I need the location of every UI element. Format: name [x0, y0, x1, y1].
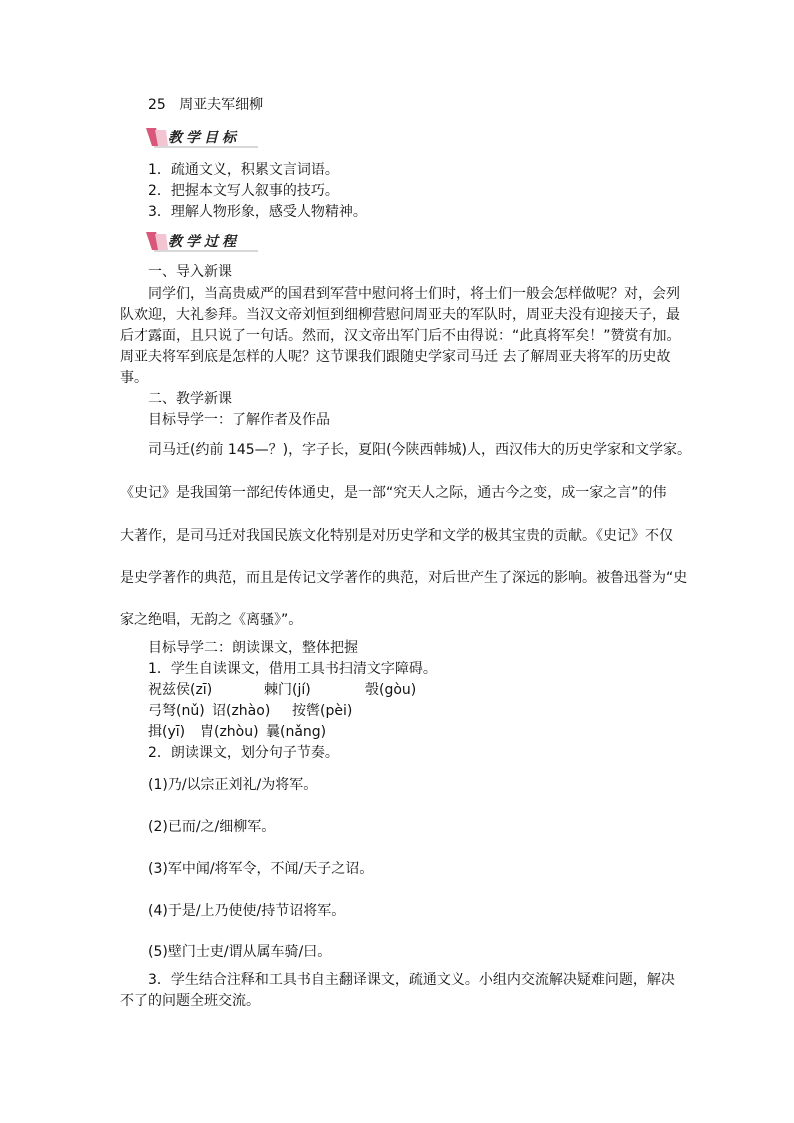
paragraph-line: 周亚夫将军到底是怎样的人呢？这节课我们跟随史学家司马迁 去了解周亚夫将军的历史故	[120, 349, 671, 365]
subsection-heading: 目标导学二：朗读课文，整体把握	[148, 640, 358, 656]
lesson-number: 25	[148, 97, 166, 113]
goals-banner	[146, 126, 260, 148]
pinyin-row	[148, 680, 416, 700]
paragraph-line: 家之绝唱，无韵之《离骚》”。	[120, 612, 303, 628]
paragraph-line: 队欢迎，大礼参拜。当汉文帝刘恒到细柳营慰问周亚夫的军队时，周亚夫没有迎接天子，最	[120, 307, 680, 323]
paragraph-line: 司马迁(约前 145—？)，字子长，夏阳(今陕西韩城)人，西汉伟大的历史学家和文学家。	[148, 442, 692, 458]
section-heading: 二、教学新课	[148, 391, 232, 407]
rhythm-line: (4)于是/上乃使使/持节诏将军。	[148, 903, 346, 919]
process-banner-label: 教学过程	[168, 234, 240, 250]
rhythm-line: (1)乃/以宗正刘礼/为将军。	[148, 777, 318, 793]
paragraph-line: 事。	[120, 370, 148, 386]
paragraph-line: 同学们，当高贵威严的国君到军营中慰问将士们时，将士们一般会怎样做呢？对，会列	[148, 286, 680, 302]
rhythm-line: (2)已而/之/细柳军。	[148, 819, 276, 835]
pinyin-item: 祝兹侯(zī)	[148, 682, 213, 698]
pinyin-item: 按辔(pèi)	[292, 703, 353, 719]
goal-item: 3．理解人物形象，感受人物精神。	[148, 204, 367, 220]
step-line: 1．学生自读课文，借用工具书扫清文字障碍。	[148, 661, 437, 677]
pinyin-row	[148, 722, 326, 742]
pinyin-row	[148, 701, 352, 721]
paragraph-line: 大著作，是司马迁对我国民族文化特别是对历史学和文学的极其宝贵的贡献。《史记》不仅	[120, 528, 673, 544]
rhythm-line: (3)军中闻/将军令，不闻/天子之诏。	[148, 861, 374, 877]
process-banner	[146, 230, 260, 252]
pinyin-item: 揖(yī)	[148, 724, 186, 740]
pinyin-item: 棘门(jí)	[264, 682, 311, 698]
pinyin-item: 胄(zhòu)	[200, 724, 259, 740]
pinyin-item: 曩(nǎng)	[266, 724, 327, 740]
paragraph-line: 《史记》是我国第一部纪传体通史，是一部“究天人之际，通古今之变，成一家之言”的伟	[120, 485, 667, 501]
step-line: 3．学生结合注释和工具书自主翻译课文，疏通文义。小组内交流解决疑难问题，解决	[148, 972, 675, 988]
section-heading: 一、导入新课	[148, 264, 232, 280]
subsection-heading: 目标导学一：了解作者及作品	[148, 412, 330, 428]
rhythm-line: (5)壁门士吏/谓从属车骑/曰。	[148, 944, 332, 960]
pinyin-item: 弓弩(nǔ)	[148, 703, 205, 719]
pinyin-item: 彀(gòu)	[365, 682, 417, 698]
step-line: 2．朗读课文，划分句子节奏。	[148, 745, 339, 761]
lesson-title	[148, 95, 263, 115]
goals-banner-label: 教学目标	[168, 130, 240, 146]
goal-item: 1．疏通文义，积累文言词语。	[148, 162, 339, 178]
step-line: 不了的问题全班交流。	[120, 993, 260, 1009]
lesson-title-text: 周亚夫军细柳	[179, 97, 264, 113]
pinyin-item: 诏(zhào)	[212, 703, 271, 719]
goal-item: 2．把握本文写人叙事的技巧。	[148, 183, 339, 199]
paragraph-line: 是史学著作的典范，而且是传记文学著作的典范，对后世产生了深远的影响。被鲁迅誉为“史	[120, 570, 688, 586]
paragraph-line: 后才露面，且只说了一句话。然而，汉文帝出军门后不由得说：“此真将军矣！”赞赏有加。	[120, 328, 681, 344]
